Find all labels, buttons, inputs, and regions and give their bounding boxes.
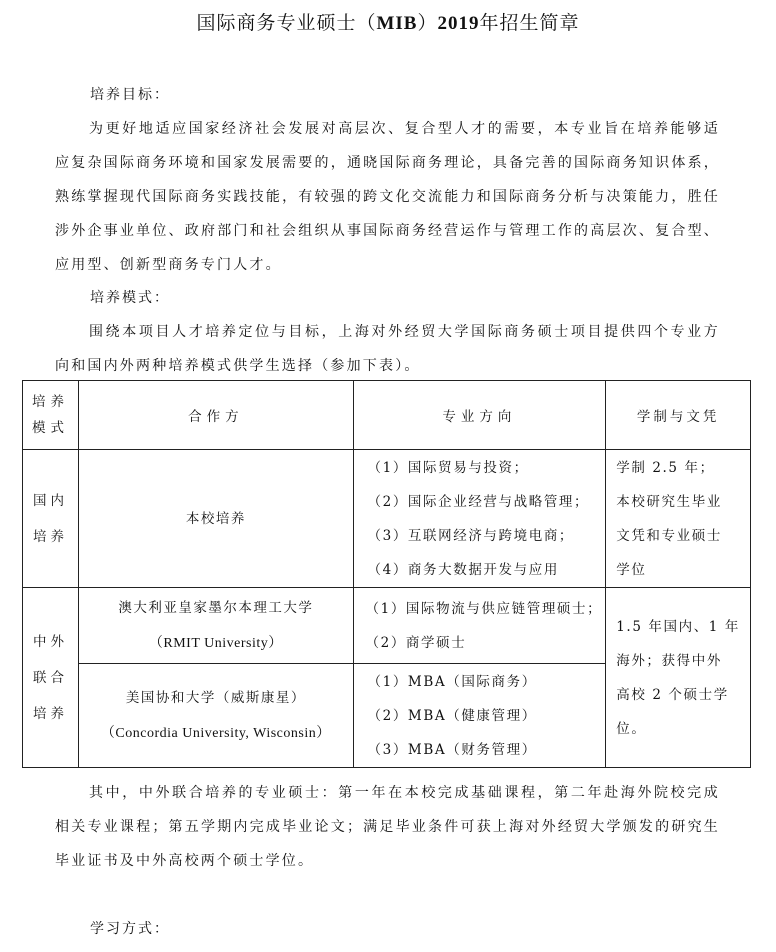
concordia-partner-cell xyxy=(79,664,353,768)
duration-line: 文凭和专业硕士 xyxy=(616,527,722,544)
mode-line: 中外 xyxy=(33,633,69,650)
mode-paragraph: 围绕本项目人才培养定位与目标，上海对外经贸大学国际商务硕士项目提供四个专业方向和国内外两种培养模式供学生选择（参加下表）。 xyxy=(55,324,720,374)
partner-name-en: （RMIT University） xyxy=(148,635,283,651)
major-item: （2）国际企业经营与战略管理； xyxy=(367,493,590,510)
duration-line: 学位 xyxy=(616,561,647,578)
header-major: 专业方向 xyxy=(353,381,606,450)
major-item: （4）商务大数据开发与应用 xyxy=(367,561,559,578)
study-heading: 学习方式： xyxy=(90,921,170,937)
domestic-partner-cell: 本校培养 xyxy=(79,450,353,588)
header-mode xyxy=(23,381,79,450)
header-mode-line: 培养 xyxy=(32,394,70,410)
title-abbrev: MIB xyxy=(376,13,418,34)
training-mode-table xyxy=(22,380,751,768)
header-partner: 合作方 xyxy=(79,381,353,450)
mode-line: 培养 xyxy=(33,705,69,722)
duration-line: 位。 xyxy=(616,720,647,737)
joint-note-paragraph: 其中，中外联合培养的专业硕士：第一年在本校完成基础课程，第二年赴海外院校完成相关专业课程；第五学期内完成毕业论文；满足毕业条件可获上海对外经贸大学颁发的研究生毕业证书及中外高校两个硕士学位。 xyxy=(55,785,720,869)
partner-name-cn: 澳大利亚皇家墨尔本理工大学 xyxy=(118,599,314,616)
mode-line: 联合 xyxy=(33,669,69,686)
table-row-joint-rmit xyxy=(23,588,751,664)
objectives-paragraph: 为更好地适应国家经济社会发展对高层次、复合型人才的需要，本专业旨在培养能够适应复杂国际商务环境和国家发展需要的，通晓国际商务理论，具备完善的国际商务知识体系，熟练掌握现代国际商务实践技能，有较强的跨文化交流能力和国际商务分析与决策能力，胜任涉外企事业单位、政府部门和社会组织从事国际商务经营运作与管理工作的高层次、复合型、应用型、创新型商务专门人才。 xyxy=(55,121,720,273)
table-row-domestic xyxy=(23,450,751,588)
concordia-majors-cell xyxy=(353,664,606,768)
header-duration: 学制与文凭 xyxy=(606,381,751,450)
header-mode-line: 模式 xyxy=(32,420,70,436)
major-item: （2）MBA（健康管理） xyxy=(367,707,537,724)
domestic-duration-cell xyxy=(606,450,751,588)
title-part: 年招生简章 xyxy=(479,12,580,34)
page-title xyxy=(0,8,776,35)
partner-name-cn: 美国协和大学（威斯康星） xyxy=(125,689,306,706)
major-item: （1）国际贸易与投资； xyxy=(367,459,529,476)
table-header-row xyxy=(23,381,751,450)
rmit-majors-cell xyxy=(353,588,606,664)
mode-line: 国内 xyxy=(33,492,69,509)
joint-duration-cell xyxy=(606,588,751,768)
objectives-heading: 培养目标： xyxy=(90,87,170,103)
major-item: （3）MBA（财务管理） xyxy=(367,741,537,758)
rmit-partner-cell xyxy=(79,588,353,664)
major-item: （3）互联网经济与跨境电商； xyxy=(367,527,575,544)
mode-heading: 培养模式： xyxy=(90,290,170,306)
joint-mode-cell xyxy=(23,588,79,768)
mode-line: 培养 xyxy=(33,528,69,545)
duration-line: 高校 2 个硕士学 xyxy=(616,686,729,703)
domestic-mode-cell xyxy=(23,450,79,588)
major-item: （2）商学硕士 xyxy=(365,634,467,651)
major-item: （1）国际物流与供应链管理硕士； xyxy=(365,600,603,617)
duration-line: 学制 2.5 年； xyxy=(616,459,715,476)
partner-name-en: （Concordia University, Wisconsin） xyxy=(100,725,331,741)
duration-line: 1.5 年国内、1 年 xyxy=(616,618,740,635)
domestic-majors-cell xyxy=(353,450,606,588)
title-year: 2019 xyxy=(437,13,480,34)
title-part: ） xyxy=(417,12,438,34)
major-item: （1）MBA（国际商务） xyxy=(367,673,537,690)
duration-line: 海外；获得中外 xyxy=(616,652,722,669)
duration-line: 本校研究生毕业 xyxy=(616,493,722,510)
title-part: 国际商务专业硕士（ xyxy=(196,12,377,34)
